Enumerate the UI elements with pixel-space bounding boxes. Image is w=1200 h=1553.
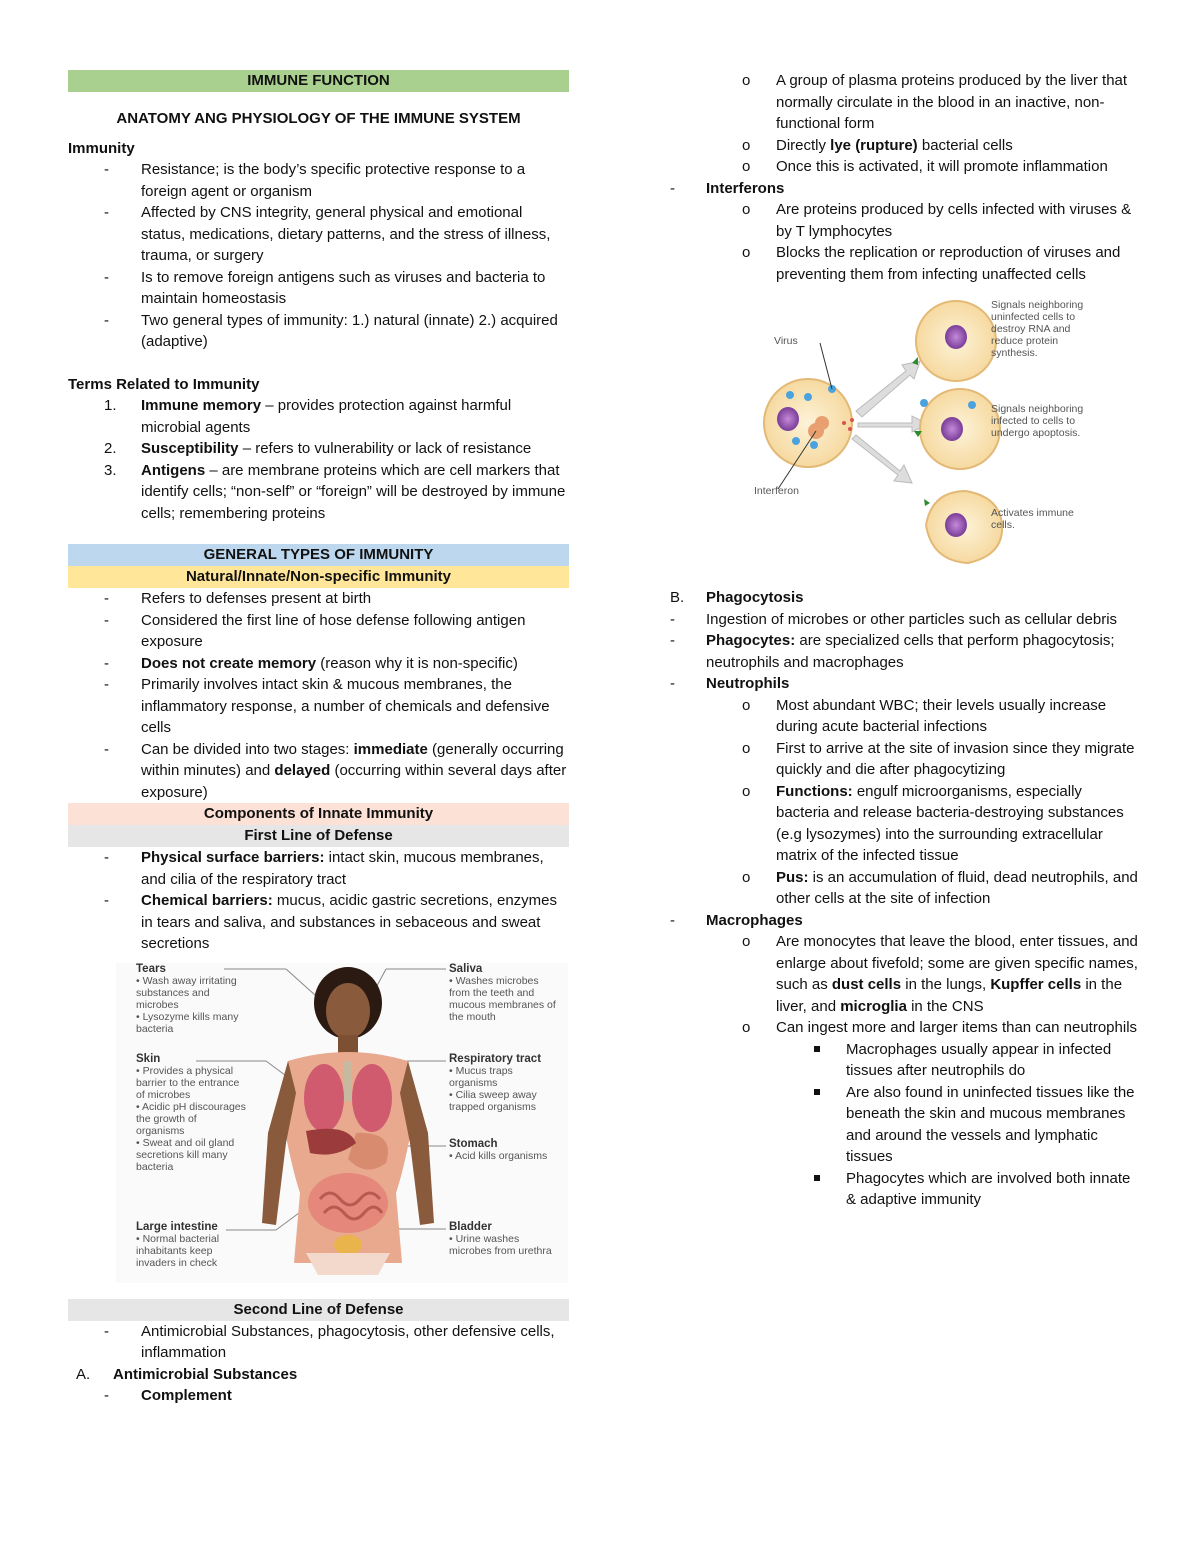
second-line-list <box>68 1321 569 1364</box>
list-item <box>668 910 1138 932</box>
list-item <box>68 460 569 525</box>
text: (generally occurring within minutes) and <box>141 740 564 779</box>
bold-text: Interferons <box>706 179 785 197</box>
bold-text: microglia <box>840 997 907 1015</box>
skin-label <box>136 1053 246 1173</box>
text: intact skin, mucous membranes, and cilia of the respiratory tract <box>141 849 544 888</box>
interferon-label: Interferon <box>754 485 799 497</box>
label-text: • Cilia sweep away trapped organisms <box>449 1088 537 1113</box>
text: is an accumulation of fluid, dead neutrophils, and other cells at the site of infection <box>776 868 1138 907</box>
label-text: • Wash away irritating substances and microbes <box>136 974 237 1011</box>
list-item <box>668 931 1138 1017</box>
list-item <box>668 781 1138 867</box>
list-item: o First to arrive at the site of invasion since they migrate quickly and die after phagocytizing <box>668 738 1138 781</box>
label-title: Bladder <box>449 1220 492 1233</box>
text: engulf microorganisms, especially bacteria and release bacteria-destroying substances (e.g lysozymes) into the surrounding extracellular matrix of the infected tissue <box>776 782 1124 864</box>
bold-text: lye (rupture) <box>830 136 918 154</box>
list-item: o Can ingest more and larger items than can neutrophils <box>668 1017 1138 1039</box>
label-text: • Lysozyme kills many bacteria <box>136 1010 239 1035</box>
list-item <box>68 653 569 675</box>
label-text: • Acidic pH discourages the growth of organisms <box>136 1100 246 1137</box>
text: Are monocytes that leave the blood, enter tissues, and enlarge about fivefold; some are given specific names, such as <box>776 933 1138 993</box>
bold-text: Does not create memory <box>141 654 317 672</box>
bold-text: Chemical barriers: <box>141 892 273 909</box>
second-line-bar: Second Line of Defense <box>68 1299 569 1321</box>
signal-label-3: Activates immune cells. <box>991 507 1074 531</box>
section-b-heading <box>668 587 1138 609</box>
stomach-label <box>449 1138 559 1162</box>
list-item <box>668 135 1138 157</box>
right-column <box>668 70 1138 1211</box>
label-title: Large intestine <box>136 1220 218 1233</box>
list-item <box>68 395 569 438</box>
list-item <box>668 178 1138 200</box>
item-number: 3. <box>104 461 117 479</box>
list-item <box>668 630 1138 673</box>
term-text: – refers to vulnerability or lack of resistance <box>238 440 532 457</box>
page-subtitle: ANATOMY ANG PHYSIOLOGY OF THE IMMUNE SYSTEM <box>116 110 521 127</box>
text: (occurring within several days after exposure) <box>141 762 567 801</box>
section-letter: A. <box>76 1365 91 1383</box>
text: (reason why it is non-specific) <box>316 654 518 672</box>
term: Susceptibility <box>141 440 239 457</box>
list-item: o Blocks the replication or reproduction of viruses and preventing them from infecting unaffected cells <box>668 242 1138 285</box>
label-text: • Sweat and oil gland secretions kill many bacteria <box>136 1136 235 1173</box>
bold-text: Phagocytes: <box>706 632 796 649</box>
item-number: 1. <box>104 397 117 414</box>
complement-details <box>668 70 1138 178</box>
list-item: - Is to remove foreign antigens such as viruses and bacteria to maintain homeostasis <box>68 267 569 310</box>
term: Immune memory <box>141 397 262 414</box>
section-a-heading <box>68 1364 569 1386</box>
neutrophil-details <box>668 695 1138 910</box>
respiratory-label <box>449 1053 559 1113</box>
bold-text: Complement <box>141 1387 232 1404</box>
bold-text: immediate <box>353 740 428 758</box>
bold-text: Macrophages <box>706 911 803 929</box>
section-letter: B. <box>670 589 685 606</box>
immunity-list <box>68 159 569 353</box>
label-title: Tears <box>136 962 166 975</box>
tears-label <box>136 963 246 1035</box>
bold-text: Physical surface barriers: <box>141 849 325 866</box>
general-types-bar: GENERAL TYPES OF IMMUNITY <box>68 544 569 566</box>
list-item <box>668 867 1138 910</box>
label-text: • Washes microbes from the teeth and mucous membranes of the mouth <box>449 974 556 1023</box>
list-item: o Are proteins produced by cells infected with viruses & by T lymphocytes <box>668 199 1138 242</box>
text: in the lungs, <box>901 976 991 993</box>
bold-text: Pus: <box>776 868 809 886</box>
label-text: • Urine washes microbes from urethra <box>449 1232 552 1257</box>
macrophage-subdetails <box>668 1039 1138 1211</box>
list-item <box>68 1385 569 1407</box>
list-item: - Resistance; is the body’s specific protective response to a foreign agent or organism <box>68 159 569 202</box>
body-barriers-figure <box>116 963 568 1283</box>
list-item: o Once this is activated, it will promote inflammation <box>668 156 1138 178</box>
term-text: – are membrane proteins which are cell markers that identify cells; “non-self” or “foreign” will be destroyed by immune cells; remembering proteins <box>141 461 566 522</box>
list-item: - Considered the first line of hose defense following antigen exposure <box>68 610 569 653</box>
term: Antigens <box>141 461 206 479</box>
label-text: • Normal bacterial inhabitants keep invaders in check <box>136 1232 220 1269</box>
interferons-list <box>668 178 1138 200</box>
natural-immunity-bar: Natural/Innate/Non-specific Immunity <box>68 566 569 588</box>
list-item: - Primarily involves intact skin & mucous membranes, the inflammatory response, a number of chemicals and defensive cells <box>68 674 569 739</box>
label-title: Saliva <box>449 962 483 975</box>
signal-label-1: Signals neighboring uninfected cells to destroy RNA and reduce protein synthesis. <box>991 299 1084 359</box>
text: in the CNS <box>906 997 984 1015</box>
terms-list <box>68 395 569 524</box>
phagocytosis-list <box>668 609 1138 695</box>
list-item <box>68 890 569 955</box>
natural-list <box>68 588 569 803</box>
left-column <box>68 70 569 1407</box>
list-item: - Two general types of immunity: 1.) natural (innate) 2.) acquired (adaptive) <box>68 310 569 353</box>
list-item: Are also found in uninfected tissues like the beneath the skin and mucous membranes and around the vessels and lymphatic tissues <box>668 1082 1138 1168</box>
text: mucus, acidic gastric secretions, enzymes in tears and saliva, and substances in sebaceous and sweat secretions <box>141 892 558 952</box>
bold-text: Functions: <box>776 782 853 800</box>
term-text: – provides protection against harmful microbial agents <box>141 397 512 436</box>
macrophages-list <box>668 910 1138 932</box>
section-title: Phagocytosis <box>706 589 804 606</box>
label-text: • Provides a physical barrier to the entrance of microbes <box>136 1064 240 1101</box>
label-text: • Acid kills organisms <box>449 1149 548 1162</box>
list-item <box>68 847 569 890</box>
bold-text: Neutrophils <box>706 675 790 692</box>
bold-text: dust cells <box>831 976 902 993</box>
list-item: - Refers to defenses present at birth <box>68 588 569 610</box>
text: Directly <box>776 136 831 154</box>
large-intestine-label <box>136 1221 246 1269</box>
item-number: 2. <box>104 440 117 457</box>
list-item: Phagocytes which are involved both innate & adaptive immunity <box>668 1168 1138 1211</box>
list-item <box>668 673 1138 695</box>
list-item <box>68 438 569 460</box>
interferon-figure <box>716 293 1098 575</box>
text: bacterial cells <box>917 136 1013 154</box>
label-title: Respiratory tract <box>449 1052 542 1065</box>
immunity-heading: Immunity <box>68 139 135 157</box>
bold-text: Kupffer cells <box>990 976 1082 993</box>
macrophage-details <box>668 931 1138 1039</box>
first-line-bar: First Line of Defense <box>68 825 569 847</box>
section-title: Antimicrobial Substances <box>113 1365 298 1383</box>
text: are specialized cells that perform phagocytosis; neutrophils and macrophages <box>706 632 1115 671</box>
list-item: Macrophages usually appear in infected tissues after neutrophils do <box>668 1039 1138 1082</box>
list-item <box>68 739 569 804</box>
label-title: Skin <box>136 1052 161 1065</box>
interferon-details <box>668 199 1138 285</box>
list-item: o Most abundant WBC; their levels usually increase during acute bacterial infections <box>668 695 1138 738</box>
bladder-label <box>449 1221 559 1257</box>
saliva-label <box>449 963 559 1023</box>
list-item: - Affected by CNS integrity, general physical and emotional status, medications, dietary patterns, and the stress of illness, trauma, or surgery <box>68 202 569 267</box>
title-bar: IMMUNE FUNCTION <box>68 70 569 92</box>
list-item: - Ingestion of microbes or other particles such as cellular debris <box>668 609 1138 631</box>
bold-text: delayed <box>274 762 331 779</box>
label-title: Stomach <box>449 1137 498 1150</box>
label-text: • Mucus traps organisms <box>449 1064 513 1089</box>
list-item: - Antimicrobial Substances, phagocytosis, other defensive cells, inflammation <box>68 1321 569 1364</box>
list-item: o A group of plasma proteins produced by the liver that normally circulate in the blood in an inactive, non-functional form <box>668 70 1138 135</box>
complement-list <box>68 1385 569 1407</box>
terms-heading: Terms Related to Immunity <box>68 375 260 393</box>
signal-label-2: Signals neighboring infected to cells to undergo apoptosis. <box>991 403 1084 439</box>
components-bar: Components of Innate Immunity <box>68 803 569 825</box>
first-line-list <box>68 847 569 955</box>
virus-label: Virus <box>774 335 798 347</box>
text: in the liver, and <box>776 976 1123 1015</box>
text: Can be divided into two stages: <box>141 740 354 758</box>
